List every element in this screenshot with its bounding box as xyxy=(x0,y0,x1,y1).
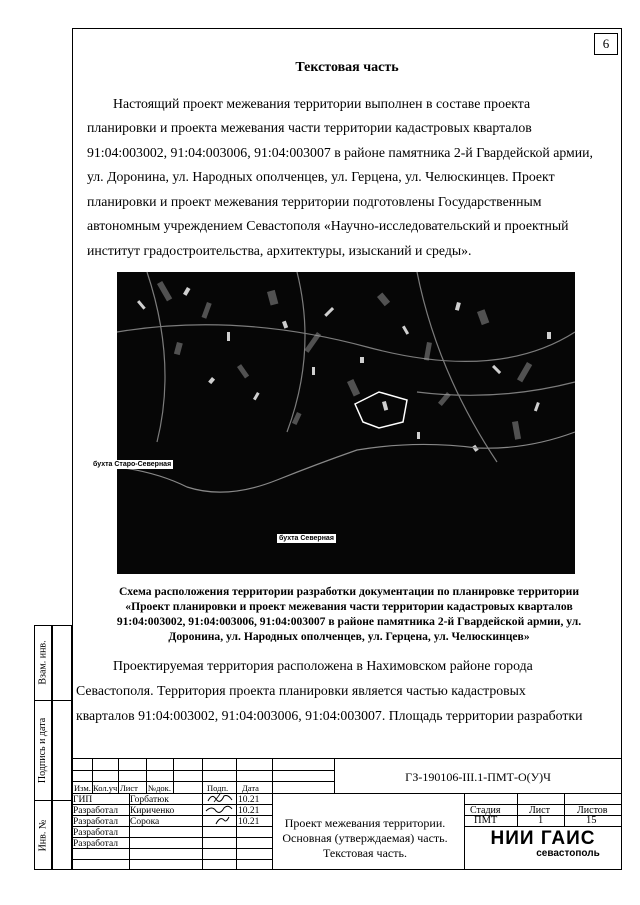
map-caption xyxy=(80,584,618,644)
org-name: НИИ ГАИС xyxy=(490,828,596,849)
org-city: севастополь xyxy=(536,848,600,859)
document-title xyxy=(272,816,458,861)
title-line: Текстовая часть. xyxy=(323,846,407,860)
intro-line: Настоящий проект межевания территории выполнен в составе проекта xyxy=(113,96,531,111)
row-date: 10.21 xyxy=(238,795,260,805)
row-role: ГИП xyxy=(73,795,93,805)
margin-vzam-inv: Взам. инв. xyxy=(37,640,49,685)
stage-value: ПМТ xyxy=(474,815,498,826)
row-date: 10.21 xyxy=(238,806,260,816)
intro-line: планировки и проект межевания территории подготовлены Государственным xyxy=(87,194,542,209)
section-heading: Текстовая часть xyxy=(295,60,399,75)
stage-header: Стадия xyxy=(470,805,501,816)
document-code: ГЗ-190106-III.1-ПМТ-О(У)Ч xyxy=(405,770,551,784)
para2-line: кварталов 91:04:003002, 91:04:003006, 91:04:003007. Площадь территории разработки xyxy=(76,708,583,723)
caption-line: Схема расположения территории разработки документации по планировке территории xyxy=(118,585,580,598)
row-date: 10.21 xyxy=(238,817,260,827)
map-label-staro-severnaya: бухта Старо-Северная xyxy=(93,461,172,468)
hdr-podp: Подп. xyxy=(207,783,229,793)
intro-line: ул. Доронина, ул. Народных ополченцев, ул. Герцена, ул. Челюскинцев. Проект xyxy=(87,169,555,184)
intro-line: 91:04:003002, 91:04:003006, 91:04:003007 в районе памятника 2-й Гвардейской армии, xyxy=(87,145,593,160)
para2-line: Севастополя. Территория проекта планировки является частью кадастровых xyxy=(76,683,526,698)
row-name: Горбатюк xyxy=(130,795,169,805)
row-name: Кириченко xyxy=(130,806,175,816)
caption-line: 91:04:003002, 91:04:003006, 91:04:003007 в районе памятника 2-й Гвардейской армии, ул. xyxy=(116,615,582,628)
hdr-list: Лист xyxy=(120,783,138,793)
row-role: Разработал xyxy=(73,806,118,816)
organization-logo xyxy=(464,829,622,859)
para2-line: Проектируемая территория расположена в Нахимовском районе города xyxy=(113,658,533,673)
intro-line: планировки и проекта межевания части территории кадастровых кварталов xyxy=(87,120,532,135)
map-label-severnaya: бухта Северная xyxy=(279,535,334,542)
intro-line: институт градостроительства, архитектуры, изысканий и среды». xyxy=(87,243,472,258)
row-role: Разработал xyxy=(73,839,118,849)
title-line: Проект межевания территории. xyxy=(284,816,446,830)
signature-soroka xyxy=(212,814,232,826)
hdr-izm: Изм. xyxy=(74,783,91,793)
title-block xyxy=(72,758,622,870)
caption-line: Доронина, ул. Народных ополченцев, ул. Герцена, ул. Челюскинцев» xyxy=(168,630,530,643)
page-number: 6 xyxy=(594,33,618,55)
satellite-map xyxy=(93,272,575,574)
margin-podpis-data: Подпись и дата xyxy=(37,717,49,783)
hdr-data: Дата xyxy=(242,783,259,793)
row-role: Разработал xyxy=(73,817,118,827)
hdr-ndok: №док. xyxy=(148,783,171,793)
margin-inv-no: Инв. № xyxy=(37,819,49,851)
sheets-header: Листов xyxy=(577,805,608,816)
caption-line: «Проект планировки и проект межевания части территории кадастровых кварталов xyxy=(125,600,573,613)
hdr-kolch: Кол.уч xyxy=(93,783,118,793)
intro-line: автономным учреждением Севастополя «Научно-исследовательский и проектный xyxy=(87,218,569,233)
row-role: Разработал xyxy=(73,828,118,838)
map-graphics xyxy=(117,272,575,574)
sheet-header: Лист xyxy=(529,805,550,816)
sheet-value: 1 xyxy=(538,815,544,826)
margin-field-column xyxy=(52,625,72,870)
sheets-value: 15 xyxy=(586,815,597,826)
row-name: Сорока xyxy=(130,817,160,827)
title-line: Основная (утверждаемая) часть. xyxy=(282,831,448,845)
